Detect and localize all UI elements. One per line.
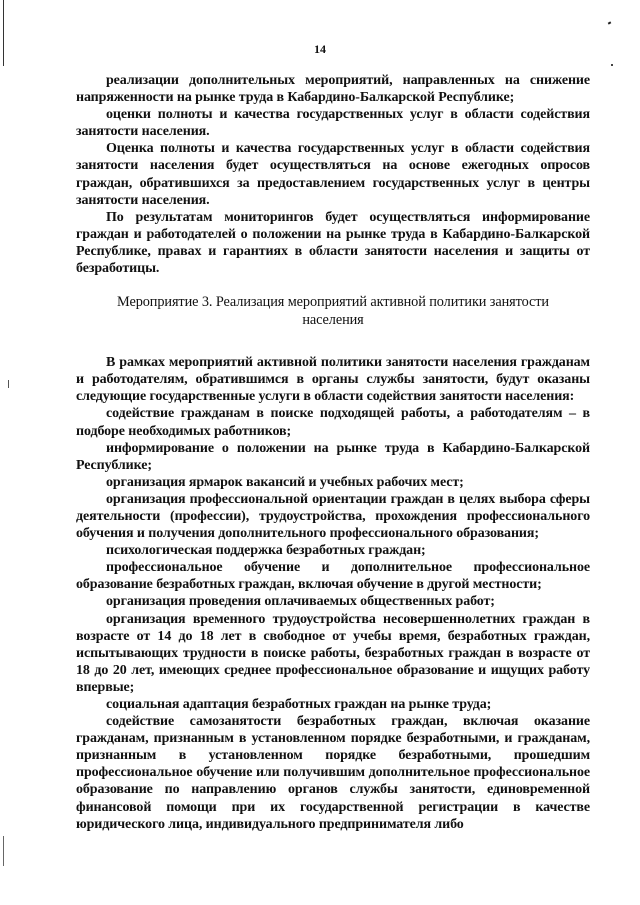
list-item: содействие самозанятости безработных граждан, включая оказание гражданам, признанным в установленном порядке безработными, и гражданам, признанным в установленном порядке безработными, прошедшим профессиональное обучение или получившим дополнительное профессиональное образование по направлению органов службы занятости, единовременной финансовой помощи при их государственной регистрации в качестве юридического лица, индивидуального предпринимателя либо <box>76 714 590 832</box>
page-number: 14 <box>314 42 326 56</box>
list-item: организация временного трудоустройства несовершеннолетних граждан в возрасте от 14 до 18 лет в свободное от учебы время, безработных граждан, испытывающих трудности в поиске работы, безработных граждан в возрасте от 18 до 20 лет, имеющих среднее профессиональное образование и ищущих работу впервые; <box>76 611 590 695</box>
paragraph: Оценка полноты и качества государственных услуг в области содействия занятости населения будет осуществляться на основе ежегодных опросов граждан, обратившихся за предоставлением государственных услуг в центры занятости населения. <box>76 141 590 208</box>
paragraph: реализации дополнительных мероприятий, направленных на снижение напряженности на рынке труда в Кабардино-Балкарской Республике; <box>76 73 590 106</box>
scan-speck <box>608 21 612 24</box>
paragraph: оценки полноты и качества государственных услуг в области содействия занятости населения. <box>76 107 590 140</box>
scan-mark <box>8 380 9 388</box>
list-item: содействие гражданам в поиске подходящей работы, а работодателям – в подборе необходимых работников; <box>76 406 590 439</box>
document-body <box>76 72 590 833</box>
list-item: социальная адаптация безработных граждан на рынке труда; <box>106 697 492 712</box>
paragraph: В рамках мероприятий активной политики занятости населения гражданам и работодателям, обратившимся в органы службы занятости, будут оказаны следующие государственные услуги в области содействия занятости населения: <box>76 355 590 405</box>
scan-speck <box>611 64 613 66</box>
list-item: психологическая поддержка безработных граждан; <box>106 543 426 559</box>
paragraph: По результатам мониторингов будет осуществляться информирование граждан и работодателей о положении на рынке труда в Кабардино-Балкарской Республике, правах и гарантиях в области занятости населения и защиты от безработицы. <box>76 209 590 277</box>
list-item: организация профессиональной ориентации граждан в целях выбора сферы деятельности (профессии), трудоустройства, прохождения профессионального обучения и получения дополнительного профессионального образования; <box>76 491 590 542</box>
list-item: организация проведения оплачиваемых общественных работ; <box>106 594 495 610</box>
list-item: информирование о положении на рынке труда в Кабардино-Балкарской Республике; <box>76 440 590 473</box>
list-item: профессиональное обучение и дополнительное профессиональное образование безработных граждан, включая обучение в другой местности; <box>76 560 590 593</box>
section-title: Мероприятие 3. Реализация мероприятий активной политики занятости населения <box>117 294 549 329</box>
list-item: организация ярмарок вакансий и учебных рабочих мест; <box>106 474 464 490</box>
scan-mark <box>3 836 4 866</box>
